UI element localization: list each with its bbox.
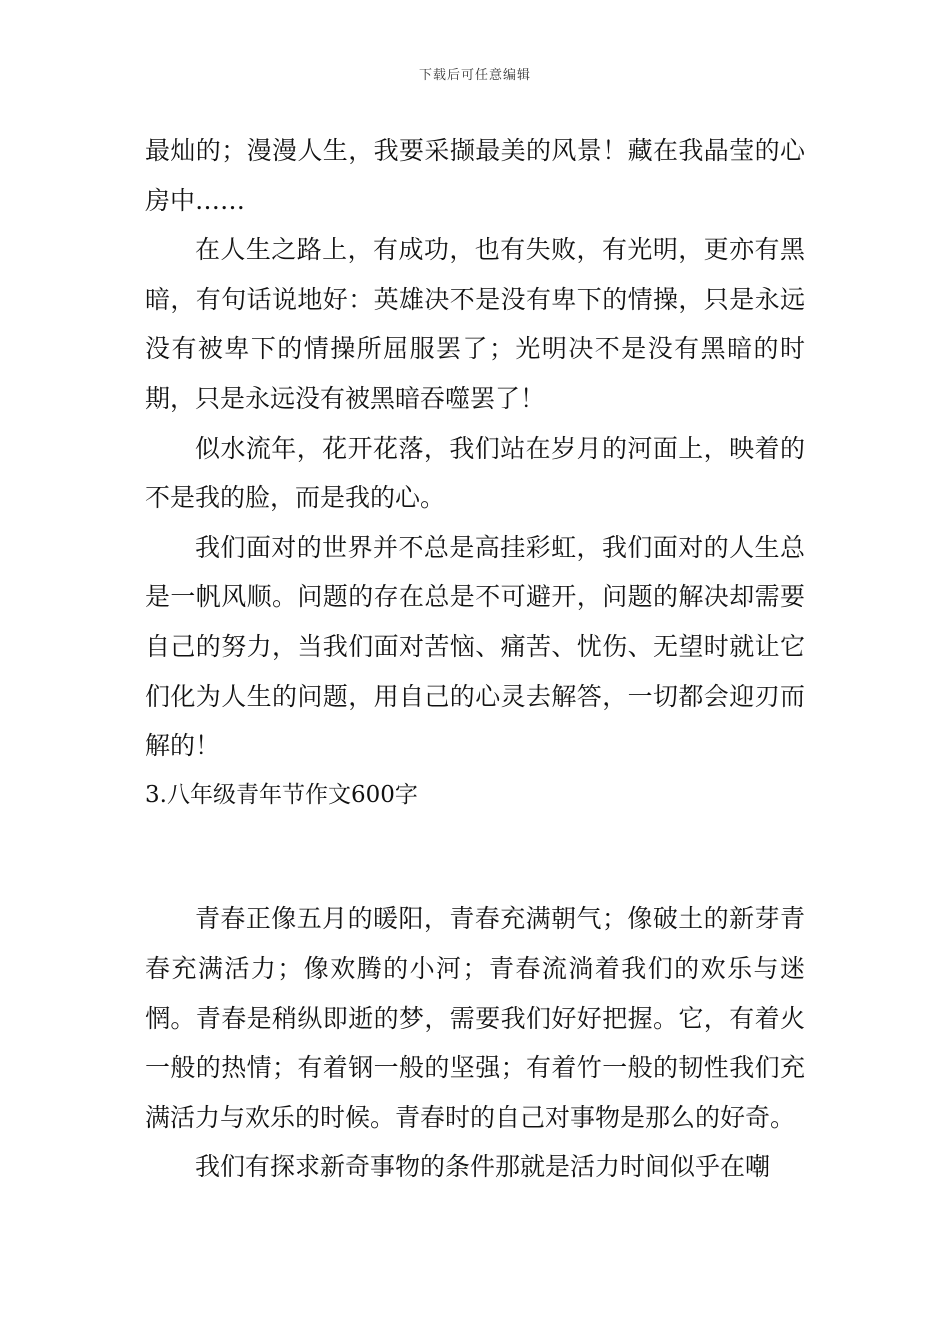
paragraph: 青春正像五月的暖阳，青春充满朝气；像破土的新芽青春充满活力；像欢腾的小河；青春流淌着我们的欢乐与迷惘。青春是稍纵即逝的梦，需要我们好好把握。它，有着火一般的热情；有着钢一般的坚强；有着竹一般的韧性我们充满活力与欢乐的时候。青春时的自己对事物是那么的好奇。: [145, 904, 805, 1132]
paragraph: 在人生之路上，有成功，也有失败，有光明，更亦有黑暗，有句话说地好：英雄决不是没有卑下的情操，只是永远没有被卑下的情操所屈服罢了；光明决不是没有黑暗的时期，只是永远没有被黑暗吞噬罢了！: [145, 235, 805, 413]
paragraph: 似水流年，花开花落，我们站在岁月的河面上，映着的不是我的脸，而是我的心。: [145, 433, 805, 513]
section-heading: 3.八年级青年节作文600字: [145, 781, 418, 808]
paragraph: 我们面对的世界并不总是高挂彩虹，我们面对的人生总是一帆风顺。问题的存在总是不可避开，问题的解决却需要自己的努力，当我们面对苦恼、痛苦、忧伤、无望时就让它们化为人生的问题，用自己的心灵去解答，一切都会迎刃而解的！: [145, 532, 805, 761]
paragraph: 我们有探求新奇事物的条件那就是活力时间似乎在嘲: [195, 1152, 771, 1182]
paragraph-continuation: 最灿的；漫漫人生，我要采撷最美的风景！藏在我晶莹的心房中……: [145, 136, 805, 215]
section-spacer: [145, 820, 805, 894]
document-body: [145, 126, 805, 1192]
page-header: 下载后可任意编辑: [418, 68, 531, 83]
